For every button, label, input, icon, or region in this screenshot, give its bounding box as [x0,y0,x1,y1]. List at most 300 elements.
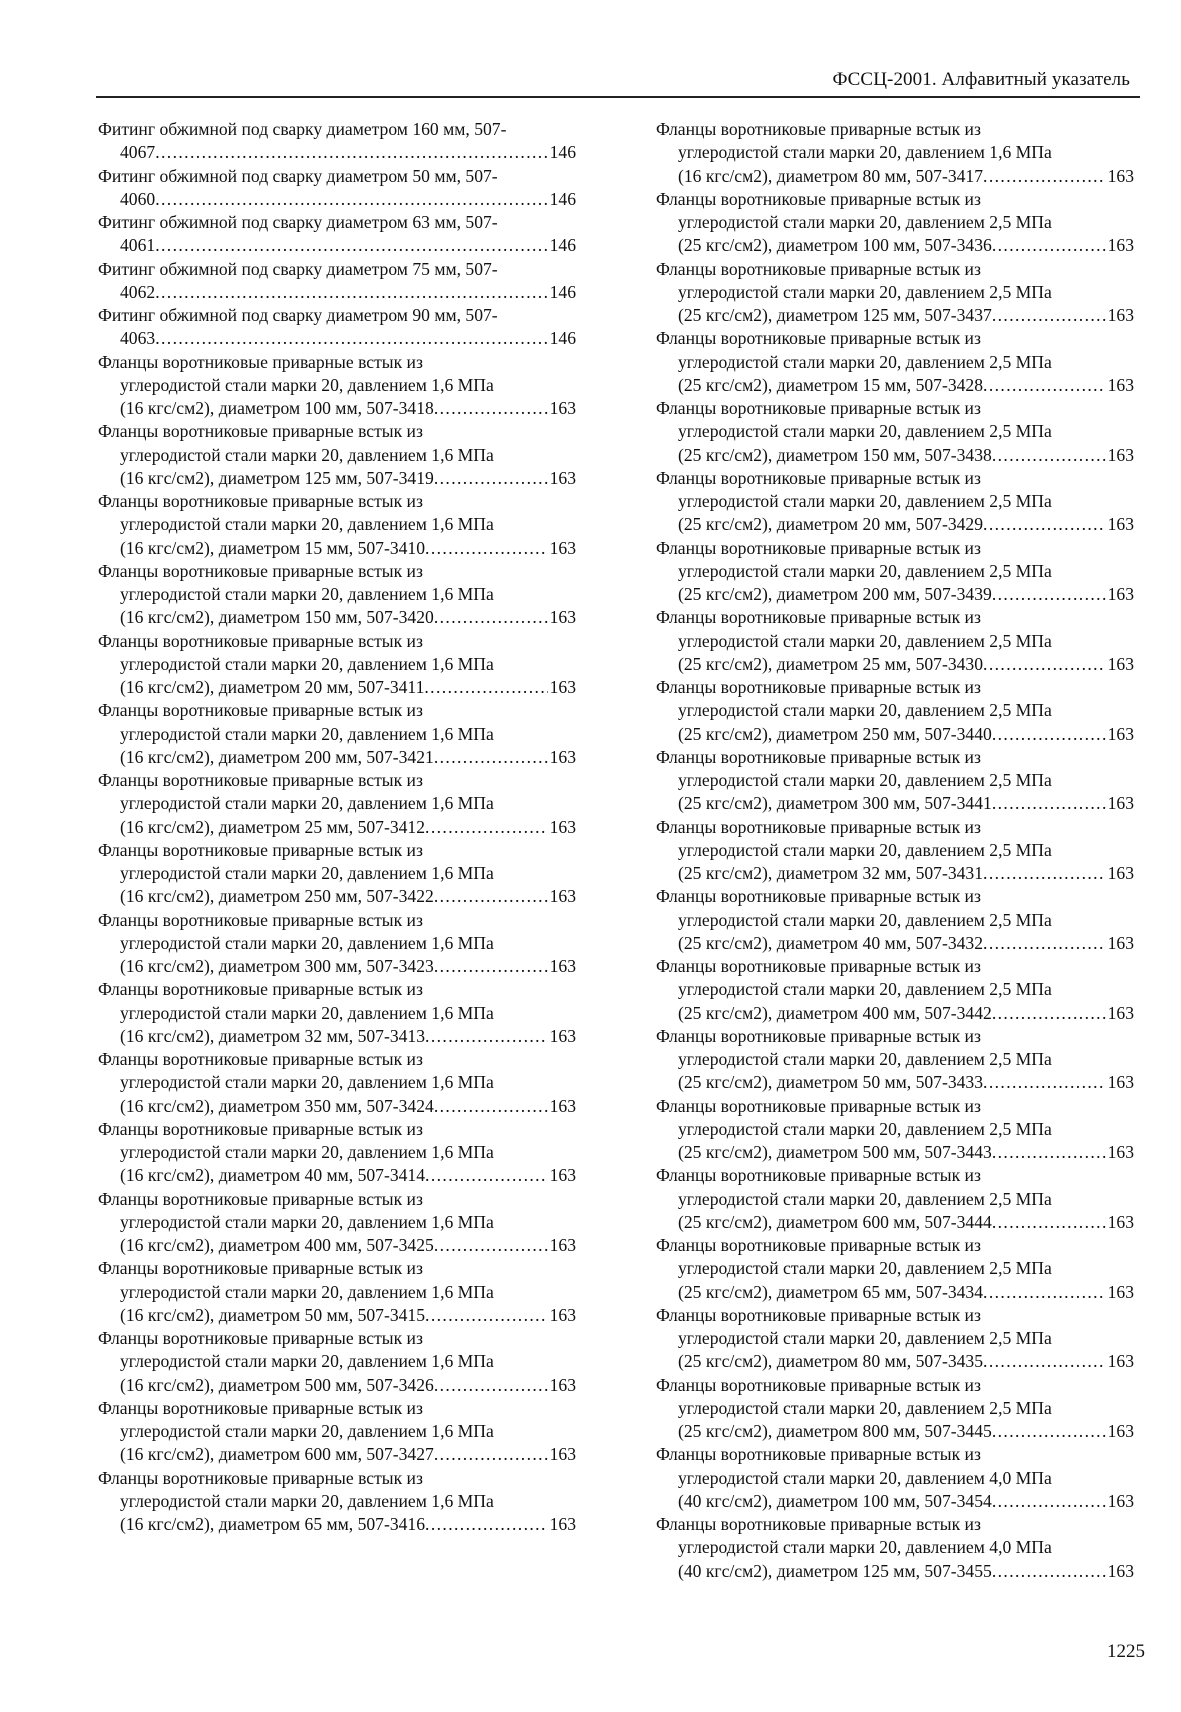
index-entry [98,1257,576,1327]
leader-dots [992,1002,1106,1025]
entry-text: Фланцы воротниковые приварные встык из [656,1514,981,1534]
entry-continuation-line [98,1095,576,1118]
index-entry [656,467,1134,537]
index-entry [656,885,1134,955]
entry-text: углеродистой стали марки 20, давлением 4,0 МПа [678,1537,1052,1558]
entry-heading-line [98,769,576,792]
index-entry [656,746,1134,816]
entry-continuation-line [98,537,576,560]
leader-dots [434,746,548,769]
entry-text: Фланцы воротниковые приварные встык из [656,1304,981,1325]
entry-text: (25 кгс/см2), диаметром 15 мм, 507-3428 [678,374,984,395]
entry-text: углеродистой стали марки 20, давлением 1,6 МПа [120,1281,494,1302]
entry-text: углеродистой стали марки 20, давлением 1,6 МПа [120,1211,494,1232]
leader-dots [983,862,1106,885]
index-entry [656,537,1134,607]
entry-page-ref: 163 [549,607,576,628]
leader-dots [434,397,548,420]
entry-text: углеродистой стали марки 20, давлением 2,5 МПа [678,491,1052,511]
entry-continuation-line [98,374,576,397]
entry-page-ref: 163 [1107,444,1134,465]
entry-text: (16 кгс/см2), диаметром 400 мм, 507-3425 [120,1235,434,1255]
entry-page-ref: 163 [1107,235,1134,256]
entry-text: (25 кгс/см2), диаметром 250 мм, 507-3440 [678,723,992,744]
entry-page-ref: 163 [1107,514,1134,535]
entry-continuation-line [656,839,1134,862]
entry-heading-line [656,676,1134,699]
entry-page-ref: 163 [549,1304,576,1325]
entry-text: 4061 [120,235,156,256]
entry-text: (16 кгс/см2), диаметром 65 мм, 507-3416 [120,1514,426,1534]
entry-text: Фланцы воротниковые приварные встык из [98,1258,423,1279]
entry-text: (16 кгс/см2), диаметром 350 мм, 507-3424 [120,1095,434,1116]
leader-dots [425,816,548,839]
entry-heading-line [656,1513,1134,1536]
entry-text: 4063 [120,328,156,349]
entry-text: (16 кгс/см2), диаметром 300 мм, 507-3423 [120,956,434,976]
entry-text: (16 кгс/см2), диаметром 20 мм, 507-3411 [120,677,425,697]
index-entry [98,1048,576,1118]
entry-continuation-line [98,885,576,908]
entry-text: углеродистой стали марки 20, давлением 2,5 МПа [678,560,1052,581]
entry-heading-line [656,1234,1134,1257]
entry-continuation-line [656,792,1134,815]
entry-continuation-line [98,606,576,629]
entry-continuation-line [656,1467,1134,1490]
entry-continuation-line [98,1211,576,1234]
entry-continuation-line [98,932,576,955]
entry-text: (25 кгс/см2), диаметром 65 мм, 507-3434 [678,1281,984,1302]
entry-text: углеродистой стали марки 20, давлением 1,6 МПа [120,1142,494,1162]
entry-heading-line [98,1397,576,1420]
entry-page-ref: 163 [1107,1211,1134,1232]
index-entry [656,327,1134,397]
entry-text: Фланцы воротниковые приварные встык из [656,537,981,558]
entry-continuation-line [656,165,1134,188]
entry-text: (25 кгс/см2), диаметром 125 мм, 507-3437 [678,305,992,325]
entry-page-ref: 163 [549,1025,576,1046]
leader-dots [425,1025,548,1048]
entry-heading-line [656,1374,1134,1397]
entry-continuation-line [656,1397,1134,1420]
entry-text: 4060 [120,188,156,209]
entry-text: углеродистой стали марки 20, давлением 2,5 МПа [678,421,1052,442]
index-entry [98,351,576,421]
index-entry [656,397,1134,467]
entry-page-ref: 163 [549,1444,576,1465]
entry-continuation-line [656,583,1134,606]
index-entry [98,1188,576,1258]
entry-text: Фланцы воротниковые приварные встык из [656,467,981,488]
entry-text: Фланцы воротниковые приварные встык из [656,1025,981,1046]
index-entry [98,211,576,258]
entry-text: Фланцы воротниковые приварные встык из [656,886,981,907]
entry-continuation-line [98,1002,576,1025]
entry-page-ref: 163 [1107,1281,1134,1302]
entry-heading-line [98,1118,576,1141]
index-entry [98,118,576,165]
entry-text: углеродистой стали марки 20, давлением 2,5 МПа [678,212,1052,232]
entry-continuation-line [656,699,1134,722]
entry-text: (16 кгс/см2), диаметром 50 мм, 507-3415 [120,1304,426,1325]
leader-dots [992,792,1106,815]
entry-page-ref: 163 [1107,584,1134,604]
entry-continuation-line [98,1443,576,1466]
entry-continuation-line [656,1350,1134,1373]
index-entry [656,1164,1134,1234]
index-entry [98,1467,576,1537]
entry-heading-line [656,327,1134,350]
entry-text: углеродистой стали марки 20, давлением 1,6 МПа [120,863,494,883]
entry-continuation-line [656,1536,1134,1559]
entry-continuation-line [656,1281,1134,1304]
leader-dots [983,1071,1106,1094]
entry-text: углеродистой стали марки 20, давлением 2,5 МПа [678,1397,1052,1418]
leader-dots [425,1304,548,1327]
entry-page-ref: 163 [1107,165,1134,186]
entry-text: Фланцы воротниковые приварные встык из [98,351,423,372]
entry-page-ref: 163 [549,1165,576,1186]
entry-heading-line [98,165,576,188]
entry-text: углеродистой стали марки 20, давлением 2,5 МПа [678,979,1052,1000]
entry-text: углеродистой стали марки 20, давлением 2,5 МПа [678,351,1052,372]
entry-text: Фитинг обжимной под сварку диаметром 160 мм, 507- [98,119,507,139]
entry-text: углеродистой стали марки 20, давлением 1,6 МПа [120,1490,494,1511]
entry-continuation-line [656,444,1134,467]
entry-text: (25 кгс/см2), диаметром 150 мм, 507-3438 [678,444,992,465]
entry-continuation-line [656,1141,1134,1164]
index-entry [656,1234,1134,1304]
leader-dots [434,1374,548,1397]
entry-heading-line [98,211,576,234]
entry-text: (16 кгс/см2), диаметром 150 мм, 507-3420 [120,607,434,628]
entry-continuation-line [656,1327,1134,1350]
entry-text: Фланцы воротниковые приварные встык из [98,1397,423,1418]
entry-text: Фланцы воротниковые приварные встык из [98,1328,423,1348]
entry-text: углеродистой стали марки 20, давлением 2,5 МПа [678,700,1052,721]
entry-text: Фланцы воротниковые приварные встык из [656,188,981,209]
entry-text: углеродистой стали марки 20, давлением 1,6 МПа [120,723,494,744]
entry-text: углеродистой стали марки 20, давлением 2,5 МПа [678,1049,1052,1069]
entry-continuation-line [98,746,576,769]
leader-dots [434,885,548,908]
entry-text: Фланцы воротниковые приварные встык из [656,1374,981,1395]
entry-continuation-line [98,188,576,211]
entry-text: Фланцы воротниковые приварные встык из [656,119,981,139]
entry-continuation-line [656,351,1134,374]
entry-page-ref: 163 [549,677,576,697]
leader-dots [992,1141,1106,1164]
entry-continuation-line [656,281,1134,304]
entry-text: Фланцы воротниковые приварные встык из [98,491,423,511]
entry-continuation-line [98,1071,576,1094]
entry-page-ref: 163 [1107,723,1134,744]
entry-text: (16 кгс/см2), диаметром 100 мм, 507-3418 [120,398,434,418]
entry-text: (40 кгс/см2), диаметром 100 мм, 507-3454 [678,1490,992,1511]
entry-page-ref: 163 [549,816,576,837]
index-entry [656,1513,1134,1583]
entry-page-ref: 163 [1107,863,1134,883]
entry-text: (16 кгс/см2), диаметром 125 мм, 507-3419 [120,467,434,488]
entry-heading-line [98,420,576,443]
entry-continuation-line [98,1025,576,1048]
entry-continuation-line [98,1374,576,1397]
index-entry [98,490,576,560]
leader-dots [992,304,1106,327]
entry-continuation-line [656,653,1134,676]
entry-continuation-line [98,1141,576,1164]
index-entry [656,1443,1134,1513]
index-entry [98,630,576,700]
index-entry [656,1304,1134,1374]
entry-page-ref: 163 [1107,1142,1134,1162]
leader-dots [424,676,547,699]
entry-continuation-line [656,1420,1134,1443]
entry-page-ref: 163 [549,886,576,907]
entry-continuation-line [656,978,1134,1001]
entry-continuation-line [98,513,576,536]
entry-text: Фланцы воротниковые приварные встык из [656,258,981,279]
entry-text: Фланцы воротниковые приварные встык из [656,956,981,976]
entry-heading-line [656,258,1134,281]
entry-text: (25 кгс/см2), диаметром 40 мм, 507-3432 [678,932,984,953]
entry-heading-line [656,537,1134,560]
entry-continuation-line [656,1490,1134,1513]
entry-continuation-line [98,862,576,885]
leader-dots [434,1095,548,1118]
entry-text: (25 кгс/см2), диаметром 100 мм, 507-3436 [678,235,992,256]
entry-text: углеродистой стали марки 20, давлением 4,0 МПа [678,1467,1052,1488]
index-entry [98,1397,576,1467]
entry-continuation-line [98,955,576,978]
entry-continuation-line [656,1118,1134,1141]
entry-heading-line [98,118,576,141]
leader-dots [425,537,548,560]
entry-text: (16 кгс/см2), диаметром 250 мм, 507-3422 [120,886,434,907]
leader-dots [992,723,1106,746]
entry-text: Фланцы воротниковые приварные встык из [656,1165,981,1186]
entry-heading-line [98,351,576,374]
leader-dots [992,1420,1106,1443]
entry-heading-line [656,397,1134,420]
entry-heading-line [656,118,1134,141]
entry-continuation-line [656,513,1134,536]
entry-text: Фланцы воротниковые приварные встык из [98,1188,423,1209]
leader-dots [992,234,1106,257]
leader-dots [155,281,547,304]
entry-continuation-line [98,467,576,490]
entry-text: 4067 [120,142,156,163]
entry-text: углеродистой стали марки 20, давлением 2,5 МПа [678,1328,1052,1348]
entry-text: углеродистой стали марки 20, давлением 1,6 МПа [120,653,494,674]
entry-heading-line [98,699,576,722]
leader-dots [155,234,547,257]
entry-heading-line [656,188,1134,211]
entry-continuation-line [98,397,576,420]
entry-text: (16 кгс/см2), диаметром 15 мм, 507-3410 [120,537,426,558]
entry-page-ref: 163 [1107,1560,1134,1581]
entry-heading-line [98,1467,576,1490]
entry-heading-line [98,1327,576,1350]
entry-text: Фланцы воротниковые приварные встык из [98,979,423,1000]
entry-heading-line [98,978,576,1001]
entry-continuation-line [656,374,1134,397]
index-entry [98,258,576,305]
entry-text: углеродистой стали марки 20, давлением 1,6 МПа [120,374,494,395]
entry-heading-line [656,606,1134,629]
entry-text: Фланцы воротниковые приварные встык из [98,1118,423,1139]
index-entry [98,165,576,212]
entry-continuation-line [98,676,576,699]
entry-text: Фланцы воротниковые приварные встык из [656,398,981,418]
leader-dots [434,1443,548,1466]
entry-text: Фитинг обжимной под сварку диаметром 50 мм, 507- [98,165,498,186]
index-entry [656,676,1134,746]
entry-continuation-line [656,211,1134,234]
entry-heading-line [98,1048,576,1071]
entry-text: углеродистой стали марки 20, давлением 2,5 МПа [678,1188,1052,1209]
entry-text: Фланцы воротниковые приварные встык из [98,421,423,442]
entry-page-ref: 163 [549,537,576,558]
entry-page-ref: 163 [549,467,576,488]
entry-text: (16 кгс/см2), диаметром 40 мм, 507-3414 [120,1165,426,1186]
leader-dots [983,932,1106,955]
entry-continuation-line [656,909,1134,932]
index-entry [656,606,1134,676]
entry-continuation-line [98,234,576,257]
leader-dots [992,1490,1106,1513]
entry-heading-line [98,304,576,327]
entry-text: Фланцы воротниковые приварные встык из [656,607,981,628]
entry-page-ref: 163 [549,398,576,418]
entry-continuation-line [656,1560,1134,1583]
entry-continuation-line [98,281,576,304]
entry-page-ref: 163 [549,1235,576,1255]
entry-text: (40 кгс/см2), диаметром 125 мм, 507-3455 [678,1560,992,1581]
entry-page-ref: 163 [1107,653,1134,674]
leader-dots [992,1560,1106,1583]
entry-text: углеродистой стали марки 20, давлением 1,6 МПа [120,932,494,953]
entry-heading-line [98,630,576,653]
entry-continuation-line [656,304,1134,327]
entry-text: Фланцы воротниковые приварные встык из [656,1095,981,1116]
index-column-left [98,118,576,1536]
entry-text: углеродистой стали марки 20, давлением 2,5 МПа [678,281,1052,302]
entry-heading-line [656,1304,1134,1327]
entry-text: углеродистой стали марки 20, давлением 1,6 МПа [120,444,494,465]
entry-heading-line [98,909,576,932]
entry-text: (25 кгс/см2), диаметром 25 мм, 507-3430 [678,653,984,674]
entry-text: углеродистой стали марки 20, давлением 2,5 МПа [678,770,1052,790]
entry-text: (25 кгс/см2), диаметром 20 мм, 507-3429 [678,514,984,535]
entry-continuation-line [98,1281,576,1304]
leader-dots [983,374,1106,397]
entry-continuation-line [656,420,1134,443]
entry-continuation-line [656,769,1134,792]
entry-heading-line [656,1095,1134,1118]
entry-text: Фланцы воротниковые приварные встык из [98,700,423,721]
index-entry [656,955,1134,1025]
entry-heading-line [656,1025,1134,1048]
entry-continuation-line [98,653,576,676]
leader-dots [425,1164,548,1187]
entry-continuation-line [656,1002,1134,1025]
entry-heading-line [656,467,1134,490]
entry-continuation-line [98,327,576,350]
leader-dots [434,955,548,978]
entry-text: углеродистой стали марки 20, давлением 1,6 МПа [120,1002,494,1023]
entry-text: Фланцы воротниковые приварные встык из [98,1049,423,1069]
entry-page-ref: 146 [549,142,576,163]
entry-text: (25 кгс/см2), диаметром 300 мм, 507-3441 [678,793,992,814]
leader-dots [983,513,1106,536]
entry-continuation-line [98,723,576,746]
entry-continuation-line [656,490,1134,513]
entry-page-ref: 163 [549,1374,576,1395]
entry-text: углеродистой стали марки 20, давлением 2,5 МПа [678,909,1052,930]
entry-continuation-line [656,1048,1134,1071]
entry-text: углеродистой стали марки 20, давлением 2,5 МПа [678,1258,1052,1279]
entry-continuation-line [98,1164,576,1187]
entry-heading-line [98,839,576,862]
leader-dots [155,141,547,164]
entry-continuation-line [98,1490,576,1513]
entry-text: Фланцы воротниковые приварные встык из [656,816,981,837]
entry-page-ref: 163 [1107,1421,1134,1441]
entry-text: (16 кгс/см2), диаметром 500 мм, 507-3426 [120,1374,434,1395]
entry-continuation-line [98,1234,576,1257]
index-entry [98,420,576,490]
index-entry [656,1374,1134,1444]
entry-continuation-line [656,1211,1134,1234]
leader-dots [983,1281,1106,1304]
leader-dots [425,1513,548,1536]
entry-heading-line [656,1443,1134,1466]
entry-text: углеродистой стали марки 20, давлением 1,6 МПа [120,584,494,604]
entry-text: Фланцы воротниковые приварные встык из [656,746,981,767]
entry-continuation-line [656,862,1134,885]
entry-text: углеродистой стали марки 20, давлением 1,6 МПа [120,793,494,814]
entry-continuation-line [656,1071,1134,1094]
leader-dots [434,467,548,490]
index-entry [656,258,1134,328]
entry-text: углеродистой стали марки 20, давлением 2,5 МПа [678,839,1052,860]
entry-text: Фланцы воротниковые приварные встык из [98,560,423,581]
entry-text: Фланцы воротниковые приварные встык из [98,909,423,930]
entry-heading-line [656,1164,1134,1187]
entry-text: Фланцы воротниковые приварные встык из [98,630,423,651]
index-entry [98,839,576,909]
index-entry [98,1327,576,1397]
entry-text: (16 кгс/см2), диаметром 600 мм, 507-3427 [120,1444,434,1465]
leader-dots [983,653,1106,676]
entry-page-ref: 163 [1107,374,1134,395]
entry-text: Фланцы воротниковые приварные встык из [98,770,423,790]
entry-continuation-line [656,932,1134,955]
entry-page-ref: 163 [1107,1490,1134,1511]
entry-heading-line [98,258,576,281]
entry-page-ref: 146 [549,281,576,302]
index-entry [656,816,1134,886]
entry-page-ref: 163 [1107,1002,1134,1023]
entry-text: Фитинг обжимной под сварку диаметром 90 мм, 507- [98,305,498,325]
entry-text: (25 кгс/см2), диаметром 400 мм, 507-3442 [678,1002,992,1023]
entry-text: (25 кгс/см2), диаметром 500 мм, 507-3443 [678,1142,992,1162]
entry-text: углеродистой стали марки 20, давлением 1,6 МПа [120,1421,494,1441]
leader-dots [992,583,1106,606]
entry-text: (16 кгс/см2), диаметром 80 мм, 507-3417 [678,165,984,186]
entry-text: углеродистой стали марки 20, давлением 2,5 МПа [678,1118,1052,1139]
